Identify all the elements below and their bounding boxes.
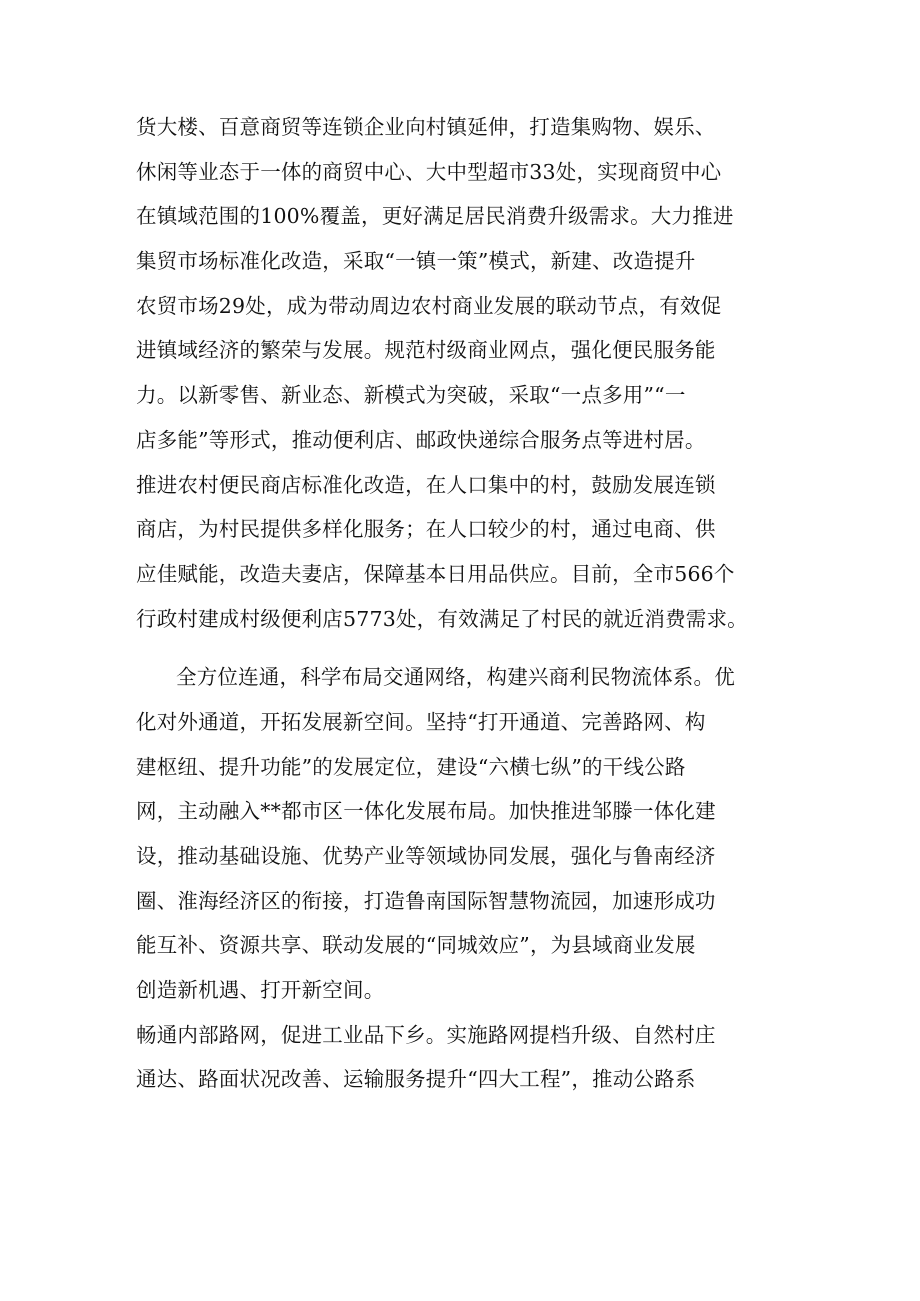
- text-line: 圈、淮海经济区的衔接，打造鲁南国际智慧物流园，加速形成功: [136, 888, 716, 913]
- text-line: 通达、路面状况改善、运输服务提升“四大工程”，推动公路系: [136, 1067, 696, 1092]
- text-line: 应佳赋能，改造夫妻店，保障基本日用品供应。目前，全市566个: [136, 561, 735, 586]
- text-line: 全方位连通，科学布局交通网络，构建兴商利民物流体系。优: [176, 665, 735, 690]
- text-line: 力。以新零售、新业态、新模式为突破，采取“一点多用”“一: [136, 383, 686, 408]
- text-line: 行政村建成村级便利店5773处，有效满足了村民的就近消费需求。: [136, 606, 748, 631]
- text-line: 集贸市场标准化改造，采取“一镇一策”模式，新建、改造提升: [136, 249, 696, 274]
- text-line: 商店，为村民提供多样化服务；在人口较少的村，通过电商、供: [136, 517, 716, 542]
- text-line: 设，推动基础设施、优势产业等领域协同发展，强化与鲁南经济: [136, 844, 716, 868]
- text-line: 在镇域范围的100%覆盖，更好满足居民消费升级需求。大力推进: [136, 204, 734, 229]
- text-line: 能互补、资源共享、联动发展的“同城效应”，为县域商业发展: [136, 933, 696, 958]
- text-line: 农贸市场29处，成为带动周边农村商业发展的联动节点，有效促: [136, 293, 722, 318]
- text-line: 建枢纽、提升功能”的发展定位，建设“六横七纵”的干线公路: [136, 754, 686, 779]
- text-line: 进镇域经济的繁荣与发展。规范村级商业网点，强化便民服务能: [136, 338, 716, 363]
- document-body: [136, 105, 786, 1102]
- text-line: 创造新机遇、打开新空间。: [136, 978, 385, 1003]
- text-line: 货大楼、百意商贸等连锁企业向村镇延伸，打造集购物、娱乐、: [136, 115, 716, 139]
- text-line: 化对外通道，开拓发展新空间。坚持“打开通道、完善路网、构: [136, 709, 706, 734]
- paragraph-gap: [136, 641, 786, 655]
- text-line: 网，主动融入**都市区一体化发展布局。加快推进邹滕一体化建: [136, 799, 716, 824]
- text-line: 畅通内部路网，促进工业品下乡。实施路网提档升级、自然村庄: [136, 1022, 716, 1047]
- text-line: 休闲等业态于一体的商贸中心、大中型超市33处，实现商贸中心: [136, 159, 722, 184]
- text-line: 推进农村便民商店标准化改造，在人口集中的村，鼓励发展连锁: [136, 472, 716, 497]
- text-line: 店多能”等形式，推动便利店、邮政快递综合服务点等进村居。: [136, 427, 706, 452]
